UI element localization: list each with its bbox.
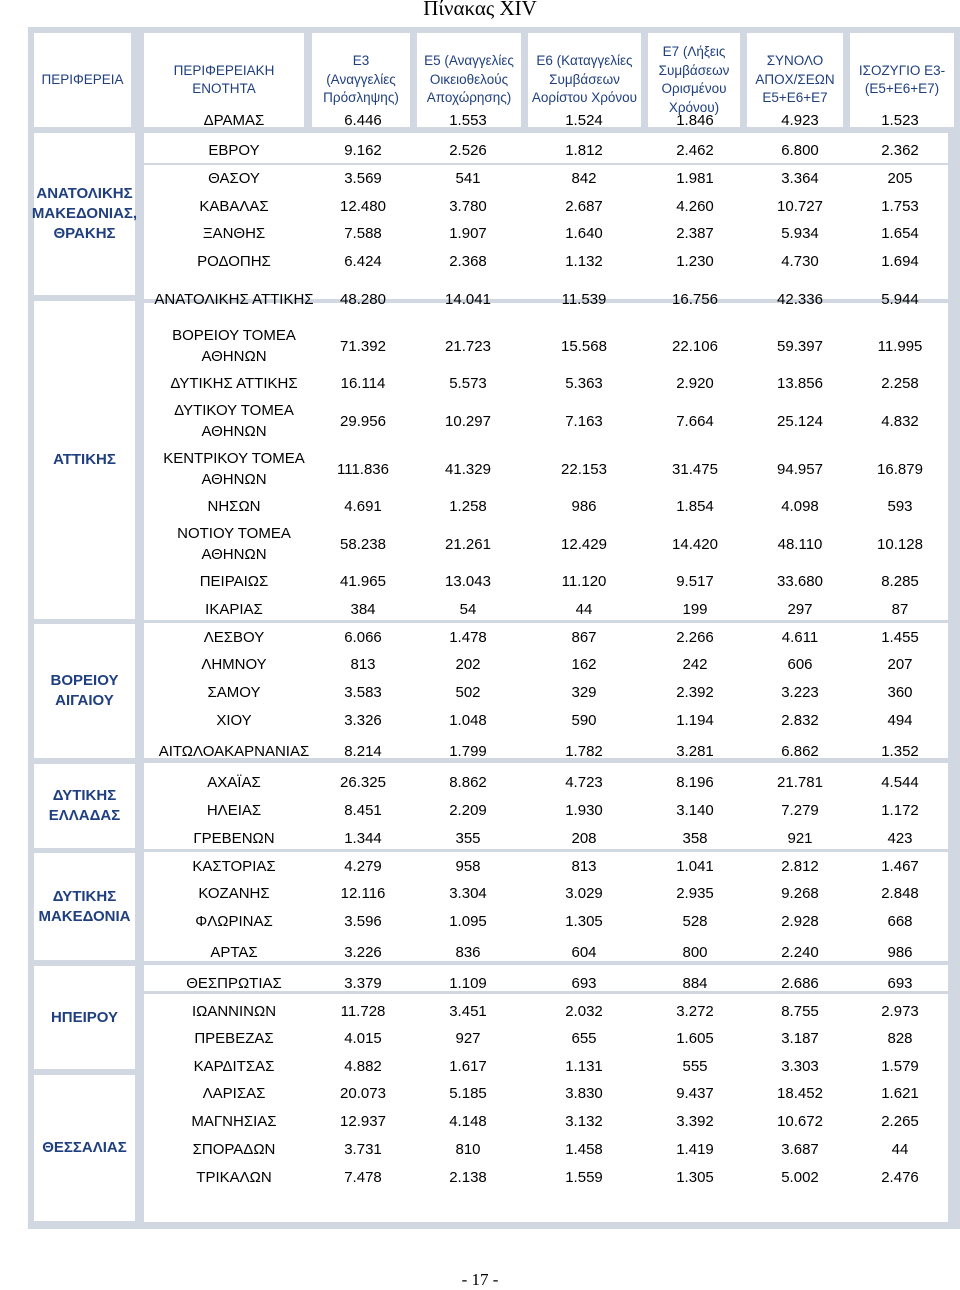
value-cell: 11.728 bbox=[340, 1002, 386, 1020]
value-cell: 1.930 bbox=[565, 801, 603, 819]
value-cell: 358 bbox=[682, 829, 708, 847]
unit-name-cell: ΛΑΡΙΣΑΣ bbox=[202, 1084, 266, 1102]
value-cell: 360 bbox=[887, 683, 913, 701]
value-cell: 7.588 bbox=[344, 224, 382, 242]
table-row bbox=[28, 1164, 960, 1191]
value-cell: 4.279 bbox=[344, 857, 382, 875]
value-cell: 2.032 bbox=[565, 1002, 603, 1020]
table-row bbox=[28, 568, 960, 595]
value-cell: 4.832 bbox=[881, 412, 919, 430]
value-cell: 2.362 bbox=[881, 141, 919, 159]
value-cell: 693 bbox=[571, 974, 597, 992]
value-cell: 18.452 bbox=[777, 1084, 823, 1102]
value-cell: 1.854 bbox=[676, 497, 714, 515]
unit-name-cell: ΒΟΡΕΙΟΥ ΤΟΜΕΑ ΑΘΗΝΩΝ bbox=[172, 327, 296, 365]
value-cell: 3.326 bbox=[344, 711, 382, 729]
value-cell: 5.185 bbox=[449, 1084, 487, 1102]
value-cell: 842 bbox=[571, 169, 597, 187]
unit-name-cell: ΠΡΕΒΕΖΑΣ bbox=[194, 1029, 274, 1047]
table-row bbox=[28, 769, 960, 796]
unit-name-cell: ΑΝΑΤΟΛΙΚΗΣ ΑΤΤΙΚΗΣ bbox=[154, 290, 314, 308]
value-cell: 16.756 bbox=[672, 290, 718, 308]
value-cell: 21.781 bbox=[777, 773, 823, 791]
table-row bbox=[28, 1025, 960, 1052]
value-cell: 3.304 bbox=[449, 884, 487, 902]
value-cell: 41.329 bbox=[445, 460, 491, 478]
value-cell: 7.163 bbox=[565, 412, 603, 430]
table-row bbox=[28, 853, 960, 880]
table-row bbox=[28, 679, 960, 706]
unit-name-cell: ΘΕΣΠΡΩΤΙΑΣ bbox=[186, 974, 282, 992]
value-cell: 606 bbox=[787, 655, 813, 673]
page-number: - 17 - bbox=[461, 1270, 499, 1289]
value-cell: 1.132 bbox=[565, 252, 603, 270]
value-cell: 1.478 bbox=[449, 628, 487, 646]
value-cell: 813 bbox=[571, 857, 597, 875]
header-balance: ΙΣΟΖΥΓΙΟ Ε3-(Ε5+Ε6+Ε7) bbox=[850, 33, 954, 127]
unit-name-cell: ΠΕΙΡΑΙΩΣ bbox=[199, 572, 269, 590]
region-cell: ΔΥΤΙΚΗΣ ΜΑΚΕΔΟΝΙΑ bbox=[34, 853, 135, 960]
value-cell: 2.812 bbox=[781, 857, 819, 875]
header-e3: Ε3 (Αναγγελίες Πρόσληψης) bbox=[312, 33, 410, 127]
value-cell: 800 bbox=[682, 943, 708, 961]
value-cell: 2.526 bbox=[449, 141, 487, 159]
value-cell: 3.780 bbox=[449, 197, 487, 215]
value-cell: 20.073 bbox=[340, 1084, 386, 1102]
unit-name-cell: ΜΑΓΝΗΣΙΑΣ bbox=[191, 1112, 277, 1130]
value-cell: 111.836 bbox=[337, 460, 389, 478]
value-cell: 867 bbox=[571, 628, 597, 646]
value-cell: 10.297 bbox=[445, 412, 491, 430]
value-cell: 4.148 bbox=[449, 1112, 487, 1130]
value-cell: 1.048 bbox=[449, 711, 487, 729]
value-cell: 44 bbox=[575, 600, 593, 618]
value-cell: 10.128 bbox=[877, 535, 923, 553]
value-cell: 94.957 bbox=[777, 460, 823, 478]
value-cell: 541 bbox=[455, 169, 481, 187]
value-cell: 2.832 bbox=[781, 711, 819, 729]
value-cell: 7.664 bbox=[676, 412, 714, 430]
value-cell: 3.187 bbox=[781, 1029, 819, 1047]
value-cell: 2.462 bbox=[676, 141, 714, 159]
value-cell: 162 bbox=[571, 655, 597, 673]
table-row bbox=[28, 707, 960, 734]
value-cell: 2.258 bbox=[881, 374, 919, 392]
value-cell: 1.172 bbox=[881, 801, 919, 819]
value-cell: 1.812 bbox=[565, 141, 603, 159]
value-cell: 9.162 bbox=[344, 141, 382, 159]
value-cell: 604 bbox=[571, 943, 597, 961]
data-table bbox=[28, 27, 960, 1229]
value-cell: 836 bbox=[455, 943, 481, 961]
region-cell: ΗΠΕΙΡΟΥ bbox=[34, 966, 135, 1069]
value-cell: 528 bbox=[682, 912, 708, 930]
value-cell: 10.727 bbox=[777, 197, 823, 215]
header-unit: ΠΕΡΙΦΕΡΕΙΑΚΗ ΕΝΟΤΗΤΑ bbox=[144, 33, 304, 127]
value-cell: 884 bbox=[682, 974, 708, 992]
value-cell: 48.110 bbox=[777, 535, 823, 553]
value-cell: 3.223 bbox=[781, 683, 819, 701]
table-row bbox=[28, 276, 960, 322]
value-cell: 7.478 bbox=[344, 1168, 382, 1186]
unit-name-cell: ΑΙΤΩΛΟΑΚΑΡΝΑΝΙΑΣ bbox=[158, 742, 310, 760]
value-cell: 986 bbox=[571, 497, 597, 515]
value-cell: 16.879 bbox=[877, 460, 923, 478]
value-cell: 5.934 bbox=[781, 224, 819, 242]
value-cell: 655 bbox=[571, 1029, 597, 1047]
value-cell: 1.753 bbox=[881, 197, 919, 215]
table-row bbox=[28, 107, 960, 133]
value-cell: 1.305 bbox=[565, 912, 603, 930]
value-cell: 3.281 bbox=[676, 742, 714, 760]
value-cell: 1.694 bbox=[881, 252, 919, 270]
value-cell: 1.640 bbox=[565, 224, 603, 242]
value-cell: 12.116 bbox=[340, 884, 386, 902]
table-row bbox=[28, 1136, 960, 1163]
value-cell: 1.041 bbox=[676, 857, 714, 875]
unit-name-cell: ΚΕΝΤΡΙΚΟΥ ΤΟΜΕΑ ΑΘΗΝΩΝ bbox=[163, 450, 305, 488]
value-cell: 494 bbox=[887, 711, 913, 729]
value-cell: 927 bbox=[455, 1029, 481, 1047]
unit-name-cell: ΑΡΤΑΣ bbox=[210, 943, 258, 961]
value-cell: 6.446 bbox=[344, 111, 382, 129]
value-cell: 42.336 bbox=[777, 290, 823, 308]
value-cell: 1.258 bbox=[449, 497, 487, 515]
value-cell: 1.109 bbox=[449, 974, 487, 992]
value-cell: 3.140 bbox=[676, 801, 714, 819]
value-cell: 1.230 bbox=[676, 252, 714, 270]
value-cell: 2.928 bbox=[781, 912, 819, 930]
value-cell: 3.303 bbox=[781, 1057, 819, 1075]
value-cell: 3.132 bbox=[565, 1112, 603, 1130]
value-cell: 3.583 bbox=[344, 683, 382, 701]
unit-name-cell: ΚΑΣΤΟΡΙΑΣ bbox=[192, 857, 276, 875]
unit-name-cell: ΤΡΙΚΑΛΩΝ bbox=[196, 1168, 272, 1186]
value-cell: 1.344 bbox=[344, 829, 382, 847]
unit-name-cell: ΛΕΣΒΟΥ bbox=[203, 628, 265, 646]
value-cell: 1.455 bbox=[881, 628, 919, 646]
value-cell: 41.965 bbox=[340, 572, 386, 590]
value-cell: 1.846 bbox=[676, 111, 714, 129]
region-cell: ΔΥΤΙΚΗΣ ΕΛΛΑΔΑΣ bbox=[34, 764, 135, 848]
value-cell: 6.424 bbox=[344, 252, 382, 270]
header-e6: Ε6 (Καταγγελίες Συμβάσεων Αορίστου Χρόνου bbox=[528, 33, 641, 127]
value-cell: 59.397 bbox=[777, 337, 823, 355]
value-cell: 3.392 bbox=[676, 1112, 714, 1130]
value-cell: 423 bbox=[887, 829, 913, 847]
value-cell: 1.305 bbox=[676, 1168, 714, 1186]
unit-name-cell: ΙΩΑΝΝΙΝΩΝ bbox=[191, 1002, 277, 1020]
value-cell: 329 bbox=[571, 683, 597, 701]
value-cell: 31.475 bbox=[672, 460, 718, 478]
value-cell: 2.476 bbox=[881, 1168, 919, 1186]
value-cell: 2.392 bbox=[676, 683, 714, 701]
value-cell: 4.691 bbox=[344, 497, 382, 515]
value-cell: 2.138 bbox=[449, 1168, 487, 1186]
value-cell: 3.272 bbox=[676, 1002, 714, 1020]
table-row bbox=[28, 998, 960, 1025]
value-cell: 208 bbox=[571, 829, 597, 847]
value-cell: 593 bbox=[887, 497, 913, 515]
value-cell: 2.240 bbox=[781, 943, 819, 961]
value-cell: 3.731 bbox=[344, 1140, 382, 1158]
value-cell: 4.098 bbox=[781, 497, 819, 515]
value-cell: 3.226 bbox=[344, 943, 382, 961]
value-cell: 2.973 bbox=[881, 1002, 919, 1020]
unit-name-cell: ΧΙΟΥ bbox=[216, 711, 252, 729]
value-cell: 2.209 bbox=[449, 801, 487, 819]
value-cell: 13.856 bbox=[777, 374, 823, 392]
unit-name-cell: ΡΟΔΟΠΗΣ bbox=[197, 252, 271, 270]
value-cell: 1.981 bbox=[676, 169, 714, 187]
value-cell: 199 bbox=[682, 600, 708, 618]
table-row bbox=[28, 165, 960, 192]
value-cell: 1.458 bbox=[565, 1140, 603, 1158]
value-cell: 1.523 bbox=[881, 111, 919, 129]
value-cell: 22.106 bbox=[672, 337, 718, 355]
value-cell: 87 bbox=[891, 600, 909, 618]
value-cell: 4.015 bbox=[344, 1029, 382, 1047]
table-row bbox=[28, 493, 960, 520]
value-cell: 10.672 bbox=[777, 1112, 823, 1130]
value-cell: 6.862 bbox=[781, 742, 819, 760]
value-cell: 2.265 bbox=[881, 1112, 919, 1130]
unit-name-cell: ΔΥΤΙΚΟΥ ΤΟΜΕΑ ΑΘΗΝΩΝ bbox=[174, 402, 294, 440]
region-cell: ΑΝΑΤΟΛΙΚΗΣ ΜΑΚΕΔΟΝΙΑΣ, ΘΡΑΚΗΣ bbox=[34, 133, 135, 295]
value-cell: 2.848 bbox=[881, 884, 919, 902]
value-cell: 4.723 bbox=[565, 773, 603, 791]
value-cell: 555 bbox=[682, 1057, 708, 1075]
value-cell: 1.617 bbox=[449, 1057, 487, 1075]
value-cell: 8.214 bbox=[344, 742, 382, 760]
table-row bbox=[28, 880, 960, 907]
value-cell: 1.467 bbox=[881, 857, 919, 875]
table-row bbox=[28, 1053, 960, 1080]
value-cell: 1.907 bbox=[449, 224, 487, 242]
table-row bbox=[28, 1108, 960, 1135]
unit-name-cell: ΝΗΣΩΝ bbox=[207, 497, 261, 515]
value-cell: 11.995 bbox=[877, 337, 923, 355]
value-cell: 668 bbox=[887, 912, 913, 930]
value-cell: 2.920 bbox=[676, 374, 714, 392]
unit-name-cell: ΛΗΜΝΟΥ bbox=[201, 655, 267, 673]
value-cell: 3.379 bbox=[344, 974, 382, 992]
value-cell: 7.279 bbox=[781, 801, 819, 819]
value-cell: 693 bbox=[887, 974, 913, 992]
value-cell: 205 bbox=[887, 169, 913, 187]
page-title: Πίνακας XIV bbox=[423, 0, 537, 20]
unit-name-cell: ΞΑΝΘΗΣ bbox=[202, 224, 266, 242]
value-cell: 4.730 bbox=[781, 252, 819, 270]
value-cell: 33.680 bbox=[777, 572, 823, 590]
unit-name-cell: ΙΚΑΡΙΑΣ bbox=[205, 600, 263, 618]
value-cell: 6.800 bbox=[781, 141, 819, 159]
value-cell: 590 bbox=[571, 711, 597, 729]
value-cell: 21.261 bbox=[445, 535, 491, 553]
value-cell: 21.723 bbox=[445, 337, 491, 355]
value-cell: 2.368 bbox=[449, 252, 487, 270]
unit-name-cell: ΦΛΩΡΙΝΑΣ bbox=[195, 912, 273, 930]
value-cell: 3.596 bbox=[344, 912, 382, 930]
table-row bbox=[28, 323, 960, 369]
value-cell: 9.517 bbox=[676, 572, 714, 590]
value-cell: 11.539 bbox=[561, 290, 607, 308]
value-cell: 202 bbox=[455, 655, 481, 673]
unit-name-cell: ΚΑΡΔΙΤΣΑΣ bbox=[193, 1057, 275, 1075]
unit-name-cell: ΣΠΟΡΑΔΩΝ bbox=[192, 1140, 276, 1158]
value-cell: 242 bbox=[682, 655, 708, 673]
value-cell: 12.480 bbox=[340, 197, 386, 215]
value-cell: 1.559 bbox=[565, 1168, 603, 1186]
value-cell: 5.002 bbox=[781, 1168, 819, 1186]
unit-name-cell: ΘΑΣΟΥ bbox=[208, 169, 260, 187]
header-total: ΣΥΝΟΛΟ ΑΠΟΧ/ΣΕΩΝ Ε5+Ε6+Ε7 bbox=[747, 33, 843, 127]
value-cell: 4.923 bbox=[781, 111, 819, 129]
table-row bbox=[28, 248, 960, 275]
value-cell: 1.605 bbox=[676, 1029, 714, 1047]
value-cell: 1.621 bbox=[881, 1084, 919, 1102]
value-cell: 3.569 bbox=[344, 169, 382, 187]
value-cell: 921 bbox=[787, 829, 813, 847]
table-row bbox=[28, 624, 960, 651]
value-cell: 48.280 bbox=[340, 290, 386, 308]
value-cell: 6.066 bbox=[344, 628, 382, 646]
table-row bbox=[28, 908, 960, 935]
region-cell: ΑΤΤΙΚΗΣ bbox=[34, 301, 135, 619]
value-cell: 8.285 bbox=[881, 572, 919, 590]
unit-name-cell: ΚΟΖΑΝΗΣ bbox=[198, 884, 270, 902]
unit-name-cell: ΚΑΒΑΛΑΣ bbox=[199, 197, 269, 215]
value-cell: 11.120 bbox=[561, 572, 607, 590]
table-row bbox=[28, 521, 960, 567]
value-cell: 384 bbox=[350, 600, 376, 618]
value-cell: 15.568 bbox=[561, 337, 607, 355]
table-row bbox=[28, 398, 960, 444]
region-cell: ΒΟΡΕΙΟΥ ΑΙΓΑΙΟΥ bbox=[34, 624, 135, 758]
table-row bbox=[28, 738, 960, 765]
value-cell: 1.194 bbox=[676, 711, 714, 729]
header-e7: Ε7 (Λήξεις Συμβάσεων Ορισμένου Χρόνου) bbox=[648, 33, 740, 127]
value-cell: 297 bbox=[787, 600, 813, 618]
table-row bbox=[28, 137, 960, 164]
value-cell: 958 bbox=[455, 857, 481, 875]
value-cell: 26.325 bbox=[340, 773, 386, 791]
table-row bbox=[28, 825, 960, 852]
value-cell: 13.043 bbox=[445, 572, 491, 590]
value-cell: 3.687 bbox=[781, 1140, 819, 1158]
unit-name-cell: ΑΧΑΪΑΣ bbox=[207, 773, 261, 791]
value-cell: 3.830 bbox=[565, 1084, 603, 1102]
value-cell: 1.782 bbox=[565, 742, 603, 760]
value-cell: 25.124 bbox=[777, 412, 823, 430]
table-row bbox=[28, 370, 960, 397]
value-cell: 1.131 bbox=[565, 1057, 603, 1075]
value-cell: 8.755 bbox=[781, 1002, 819, 1020]
value-cell: 14.420 bbox=[672, 535, 718, 553]
unit-name-cell: ΓΡΕΒΕΝΩΝ bbox=[193, 829, 275, 847]
value-cell: 44 bbox=[891, 1140, 909, 1158]
value-cell: 4.611 bbox=[781, 628, 819, 646]
value-cell: 9.268 bbox=[781, 884, 819, 902]
value-cell: 12.937 bbox=[340, 1112, 386, 1130]
table-row bbox=[28, 596, 960, 623]
table-row bbox=[28, 939, 960, 966]
value-cell: 1.553 bbox=[449, 111, 487, 129]
value-cell: 5.944 bbox=[881, 290, 919, 308]
table-row bbox=[28, 797, 960, 824]
value-cell: 4.882 bbox=[344, 1057, 382, 1075]
value-cell: 355 bbox=[455, 829, 481, 847]
value-cell: 2.387 bbox=[676, 224, 714, 242]
value-cell: 16.114 bbox=[340, 374, 386, 392]
value-cell: 3.451 bbox=[449, 1002, 487, 1020]
value-cell: 810 bbox=[455, 1140, 481, 1158]
unit-name-cell: ΔΥΤΙΚΗΣ ΑΤΤΙΚΗΣ bbox=[170, 374, 298, 392]
value-cell: 14.041 bbox=[445, 290, 491, 308]
unit-name-cell: ΝΟΤΙΟΥ ΤΟΜΕΑ ΑΘΗΝΩΝ bbox=[177, 525, 291, 563]
value-cell: 4.260 bbox=[676, 197, 714, 215]
value-cell: 22.153 bbox=[561, 460, 607, 478]
unit-name-cell: ΔΡΑΜΑΣ bbox=[203, 111, 265, 129]
value-cell: 1.654 bbox=[881, 224, 919, 242]
value-cell: 9.437 bbox=[676, 1084, 714, 1102]
value-cell: 2.687 bbox=[565, 197, 603, 215]
value-cell: 3.364 bbox=[781, 169, 819, 187]
value-cell: 8.196 bbox=[676, 773, 714, 791]
value-cell: 12.429 bbox=[561, 535, 607, 553]
value-cell: 2.935 bbox=[676, 884, 714, 902]
value-cell: 1.799 bbox=[449, 742, 487, 760]
value-cell: 207 bbox=[887, 655, 913, 673]
value-cell: 3.029 bbox=[565, 884, 603, 902]
value-cell: 29.956 bbox=[340, 412, 386, 430]
value-cell: 54 bbox=[459, 600, 477, 618]
table-row bbox=[28, 970, 960, 997]
table-row bbox=[28, 220, 960, 247]
value-cell: 986 bbox=[887, 943, 913, 961]
unit-name-cell: ΗΛΕΙΑΣ bbox=[206, 801, 262, 819]
value-cell: 813 bbox=[350, 655, 376, 673]
unit-name-cell: ΕΒΡΟΥ bbox=[208, 141, 260, 159]
value-cell: 2.686 bbox=[781, 974, 819, 992]
value-cell: 8.451 bbox=[344, 801, 382, 819]
value-cell: 828 bbox=[887, 1029, 913, 1047]
value-cell: 71.392 bbox=[340, 337, 386, 355]
table-row bbox=[28, 193, 960, 220]
value-cell: 5.573 bbox=[449, 374, 487, 392]
value-cell: 1.419 bbox=[676, 1140, 714, 1158]
value-cell: 1.579 bbox=[881, 1057, 919, 1075]
region-cell: ΘΕΣΣΑΛΙΑΣ bbox=[34, 1075, 135, 1221]
value-cell: 1.352 bbox=[881, 742, 919, 760]
value-cell: 4.544 bbox=[881, 773, 919, 791]
table-row bbox=[28, 1080, 960, 1107]
value-cell: 1.524 bbox=[565, 111, 603, 129]
value-cell: 502 bbox=[455, 683, 481, 701]
value-cell: 1.095 bbox=[449, 912, 487, 930]
value-cell: 8.862 bbox=[449, 773, 487, 791]
value-cell: 5.363 bbox=[565, 374, 603, 392]
value-cell: 58.238 bbox=[340, 535, 386, 553]
table-row bbox=[28, 446, 960, 492]
value-cell: 2.266 bbox=[676, 628, 714, 646]
unit-name-cell: ΣΑΜΟΥ bbox=[207, 683, 261, 701]
header-region: ΠΕΡΙΦΕΡΕΙΑ bbox=[34, 33, 131, 127]
header-e5: Ε5 (Αναγγελίες Οικειοθελούς Αποχώρησης) bbox=[417, 33, 521, 127]
table-row bbox=[28, 651, 960, 678]
